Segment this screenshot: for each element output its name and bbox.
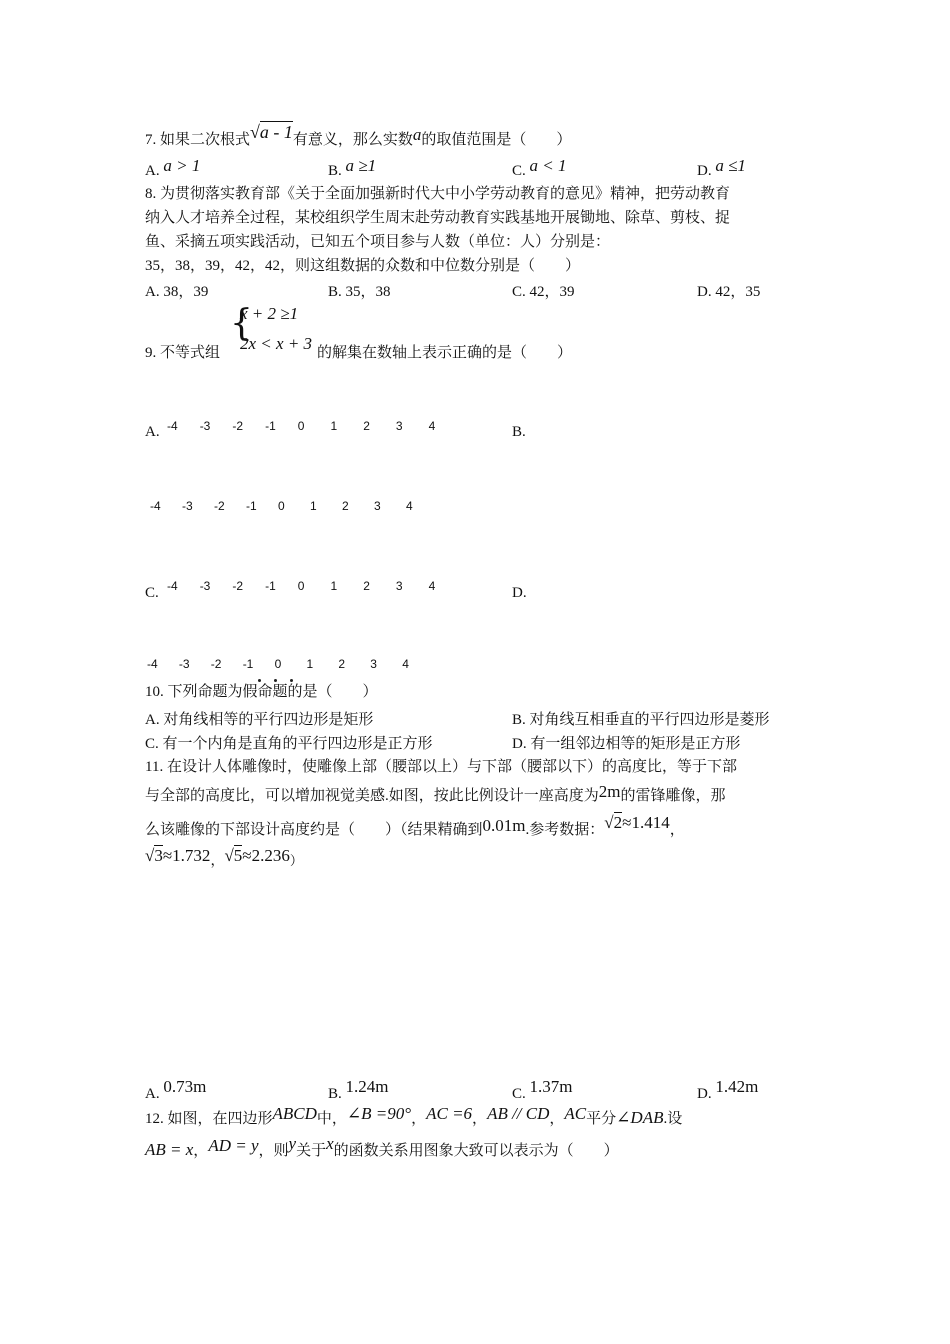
q11-option-d-value: 1.42m [715, 1077, 759, 1096]
tick-label: -1 [246, 499, 257, 513]
tick-label: -2 [214, 499, 225, 513]
q11-option-a[interactable] [145, 1077, 207, 1102]
q12-b: 中， [316, 1111, 347, 1127]
q8-line-1: 8. 为贯彻落实教育部《关于全面加强新时代大中小学劳动教育的意见》精神，把劳动教育 [145, 186, 731, 202]
q11-line-1: 11. 在设计人体雕像时，使雕像上部（腰部以上）与下部（腰部以下）的高度比，等于下部 [145, 759, 737, 775]
tick-label: 2 [338, 657, 346, 671]
q12-par: AB // CD [487, 1104, 550, 1123]
q11-r3val: ≈1.732 [162, 846, 211, 865]
q11-line-4 [145, 846, 303, 868]
tick-label: -4 [150, 499, 161, 513]
q12-j: 关于 [296, 1143, 327, 1159]
q10-option-b[interactable]: B. 对角线互相垂直的平行四边形是菱形 [512, 712, 770, 728]
q12-abx: AB = x [145, 1140, 194, 1159]
tick-label: -2 [232, 419, 244, 433]
q9-option-b-label[interactable]: B. [512, 424, 526, 440]
tick-label: 3 [374, 499, 381, 513]
tick-label: 4 [428, 419, 436, 433]
tick-label: 4 [402, 657, 409, 671]
tick-label: 0 [274, 657, 282, 671]
q8-line-2: 纳入人才培养全过程，某校组织学生周末赴劳动教育实践基地开展锄地、除草、剪枝、捉 [145, 210, 731, 226]
q9-option-d-label[interactable]: D. [512, 585, 527, 601]
sqrt-a-minus-1: √a - 1 [250, 122, 293, 142]
q11-option-a-value: 0.73m [163, 1077, 207, 1096]
q10-option-c[interactable]: C. 有一个内角是直角的平行四边形是正方形 [145, 736, 433, 752]
q7-option-a[interactable] [145, 156, 201, 179]
tick-label: 2 [363, 579, 370, 593]
q12-ac2: AC [564, 1104, 587, 1123]
tick-label: -4 [167, 579, 178, 593]
q11-option-d-label: D. [697, 1086, 716, 1102]
sqrt2: √2≈1.414 [604, 813, 670, 832]
tick-label: 0 [297, 579, 305, 593]
q11-r5: 5 [233, 846, 243, 865]
tick-label: 1 [330, 419, 338, 433]
q9-option-a-label[interactable]: A. [145, 424, 160, 440]
tick-label: -1 [265, 579, 276, 593]
q11-option-b[interactable] [328, 1077, 389, 1102]
closed-point-icon [244, 646, 252, 654]
q11-comma-2: ， [210, 854, 225, 869]
closed-point-icon [376, 488, 384, 496]
q11-comma-1: ， [669, 822, 685, 838]
q8-line-4: 35，38，39，42，42，则这组数据的众数和中位数分别是（ ） [145, 258, 581, 274]
q7-post: 的取值范围是（ ） [421, 132, 572, 148]
q7-option-b[interactable] [328, 156, 377, 179]
q7-radicand: a - 1 [259, 122, 293, 142]
q10-option-d[interactable]: D. 有一组邻边相等的矩形是正方形 [512, 736, 741, 752]
q9-option-c-label[interactable]: C. [145, 585, 159, 601]
brace-icon: { [230, 303, 253, 344]
tick-label: -2 [232, 579, 244, 593]
q12-f: 平分 [586, 1111, 617, 1127]
q11-r3: 3 [154, 846, 163, 865]
q12-k: 的函数关系用图象大致可以表示为（ ） [333, 1143, 619, 1159]
q7-option-b-expr: a ≥1 [345, 156, 377, 175]
q8-option-a[interactable]: A. 38，39 [145, 284, 209, 300]
q12-i: ，则 [258, 1143, 289, 1159]
q12-d: ， [472, 1111, 488, 1127]
q11-option-a-label: A. [145, 1086, 164, 1102]
tick-label: -3 [178, 657, 190, 671]
open-point-icon [248, 488, 257, 497]
tick-label: 4 [428, 579, 436, 593]
tick-label: 0 [297, 419, 305, 433]
q7-option-c-expr: a < 1 [529, 156, 567, 175]
q11-precision: 0.01m [482, 816, 526, 835]
q12-x: x [326, 1134, 334, 1153]
closed-point-icon [265, 408, 273, 416]
q12-c: ， [411, 1111, 427, 1127]
q11-line-3a: 么该雕像的下部设计高度约是（ ）（结果精确到 [145, 822, 483, 838]
q8-line-3: 鱼、采摘五项实践活动，已知五个项目参与人数（单位：人）分别是： [145, 234, 611, 250]
q11-line-2b: 的雷锋雕像，那 [620, 788, 726, 804]
tick-label: 1 [330, 579, 338, 593]
q12-ac: AC =6 [426, 1104, 473, 1123]
q11-height: 2m [598, 782, 621, 801]
tick-label: -1 [242, 657, 254, 671]
q11-line-2a: 与全部的高度比，可以增加视觉美感.如图，按此比例设计一座高度为 [145, 788, 599, 804]
tick-label: 4 [406, 499, 413, 513]
open-point-icon [396, 566, 405, 575]
tick-label: -1 [265, 419, 276, 433]
q7-option-c-label: C. [512, 163, 530, 179]
tick-label: 0 [278, 499, 285, 513]
q12-angle2: ∠DAB [616, 1108, 664, 1127]
tick-label: -3 [199, 419, 211, 433]
q9-ineq-2: 2x < x + 3 [240, 334, 313, 353]
q10-stem: 10. 下列命题为假命题的是（ ） [145, 684, 378, 700]
q12-line-1 [145, 1104, 683, 1129]
q12-a: 12. 如图，在四边形 [145, 1111, 273, 1127]
q11-line-3 [145, 813, 685, 840]
tick-label: 1 [310, 499, 317, 513]
q11-option-b-value: 1.24m [345, 1077, 389, 1096]
q8-option-d[interactable]: D. 42，35 [697, 284, 761, 300]
tick-label: -2 [210, 657, 222, 671]
q12-y: y [288, 1134, 297, 1153]
q11-option-c[interactable] [512, 1077, 573, 1102]
q12-e: ， [549, 1111, 565, 1127]
tick-label: -4 [167, 419, 178, 433]
q8-option-c[interactable]: C. 42，39 [512, 284, 575, 300]
q9-stem-post: 的解集在数轴上表示正确的是（ ） [317, 345, 573, 361]
q11-close: ） [289, 853, 303, 868]
q10-option-a[interactable]: A. 对角线相等的平行四边形是矩形 [145, 712, 374, 728]
q11-option-c-value: 1.37m [529, 1077, 573, 1096]
q11-option-d[interactable] [697, 1077, 759, 1102]
q11-option-c-label: C. [512, 1086, 530, 1102]
q7-option-a-label: A. [145, 163, 164, 179]
q7-option-d[interactable] [697, 156, 746, 179]
q12-angle: ∠B =90° [346, 1104, 412, 1123]
q7-var: a [412, 125, 422, 144]
q7-pre: 7. 如果二次根式 [145, 132, 251, 148]
q7-option-d-label: D. [697, 163, 716, 179]
q11-option-b-label: B. [328, 1086, 346, 1102]
q7-stem [145, 122, 572, 150]
q7-option-a-expr: a > 1 [163, 156, 201, 175]
tick-label: 3 [395, 419, 403, 433]
q11-r2val: ≈1.414 [622, 813, 670, 832]
q12-h: ， [193, 1143, 209, 1159]
q7-mid: 有意义，那么实数 [292, 132, 413, 148]
q11-line-2 [145, 782, 726, 806]
sqrt3: √3≈1.732 [145, 846, 211, 865]
tick-label: 3 [395, 579, 403, 593]
tick-label: 3 [370, 657, 377, 671]
tick-label: -3 [182, 499, 193, 513]
tick-label: -4 [147, 657, 158, 671]
q12-g: .设 [663, 1111, 683, 1127]
q11-r5val: ≈2.236 [242, 846, 290, 865]
q7-option-c[interactable] [512, 156, 567, 179]
q11-r2: 2 [613, 813, 623, 832]
q9-ineq-1: x + 2 ≥1 [240, 304, 299, 323]
q8-option-b-visible[interactable]: B. 35，38 [328, 284, 391, 300]
closed-point-icon [265, 568, 273, 576]
q11-line-3b: .参考数据： [525, 822, 605, 838]
q12-line-2 [145, 1134, 619, 1161]
q9-stem-pre: 9. 不等式组 [145, 345, 221, 361]
q12-ady: AD = y [208, 1136, 259, 1155]
tick-label: 1 [306, 657, 314, 671]
open-point-icon [396, 408, 405, 417]
sqrt5: √5≈2.236 [224, 846, 290, 865]
tick-label: -3 [199, 579, 211, 593]
open-point-icon [372, 644, 381, 653]
q12-quad: ABCD [272, 1104, 317, 1123]
tick-label: 2 [363, 419, 370, 433]
tick-label: 2 [342, 499, 349, 513]
q7-option-b-label: B. [328, 163, 346, 179]
q7-option-d-expr: a ≤1 [715, 156, 746, 175]
